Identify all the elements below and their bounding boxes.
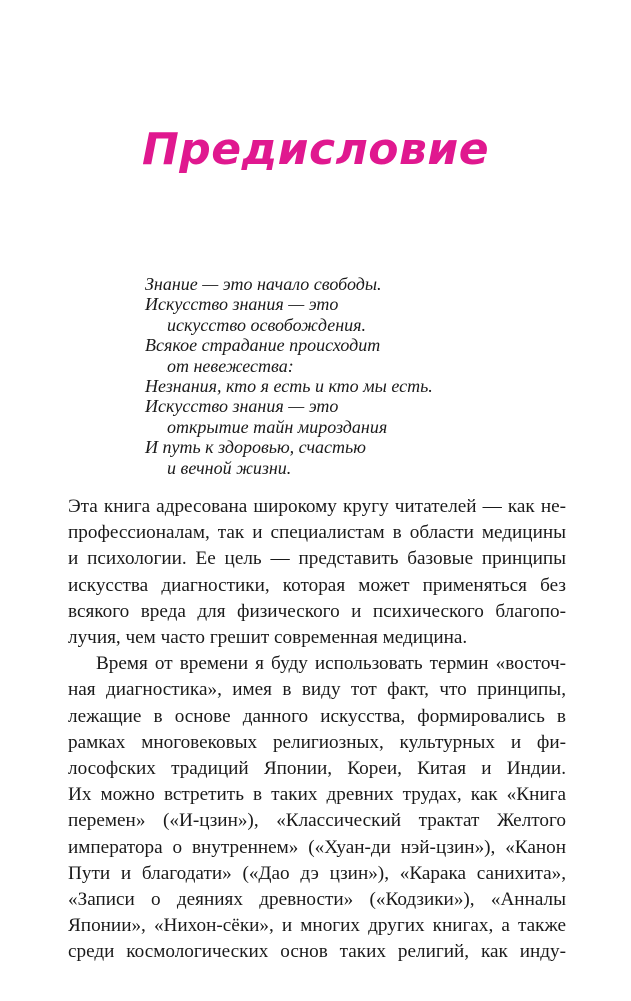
epigraph-line: Знание — это начало свободы. — [145, 274, 382, 294]
text-line: искусства диагностики, которая может применяться без — [68, 574, 566, 596]
text-line: Эта книга адресована широкому кругу читателей — как не- — [68, 496, 566, 517]
paragraph — [68, 651, 566, 965]
text-line: всякого вреда для физического и психического благопо- — [68, 600, 566, 622]
page-title: Предисловие — [141, 124, 490, 175]
epigraph-line: искусство освобождения. — [167, 314, 367, 335]
epigraph-line: Искусство знания — это — [145, 396, 339, 417]
text-line: Их можно встретить в таких древних трудах, как «Книга — [68, 784, 566, 806]
text-line: рамках многовековых религиозных, культурных и фи- — [68, 731, 566, 753]
text-line: лежащие в основе данного искусства, формировались в — [68, 705, 566, 727]
text-line: лософских традиций Японии, Кореи, Китая и Индии. — [68, 758, 566, 780]
epigraph-line: И путь к здоровью, счастью — [145, 437, 366, 458]
epigraph-line: Искусство знания — это — [145, 294, 339, 315]
epigraph-line: и вечной жизни. — [167, 457, 292, 478]
text-line: среди космологических основ таких религий, как инду- — [68, 941, 566, 963]
epigraph-line: Всякое страдание происходит — [145, 335, 381, 356]
text-line: перемен» («И-цзин»), «Классический трактат Желтого — [68, 810, 566, 832]
body-text — [68, 494, 566, 966]
text-line: «Записи о деяниях древности» («Кодзики»), «Анналы — [68, 889, 566, 911]
text-line: лучия, чем часто грешит современная медицина. — [68, 627, 468, 649]
text-line: Японии», «Нихон-сёки», и многих других книгах, а также — [68, 915, 566, 937]
text-line: Время от времени я буду использовать термин «восточ- — [96, 653, 566, 675]
text-line: и психологии. Ее цель — представить базовые принципы — [68, 548, 566, 570]
text-line: Пути и благодати» («Дао дэ цзин»), «Карака санихита», — [68, 862, 566, 884]
epigraph-line: Незнания, кто я есть и кто мы есть. — [145, 376, 433, 397]
epigraph-line: открытие тайн мироздания — [167, 416, 388, 437]
epigraph — [145, 274, 433, 478]
text-line: профессионалам, так и специалистам в области медицины — [68, 522, 566, 544]
epigraph-line: от невежества: — [167, 355, 294, 376]
paragraph — [68, 494, 566, 651]
text-line: императора о внутреннем» («Хуан-ди нэй-цзин»), «Канон — [68, 836, 566, 858]
text-line: ная диагностика», имея в виду тот факт, что принципы, — [68, 679, 566, 701]
